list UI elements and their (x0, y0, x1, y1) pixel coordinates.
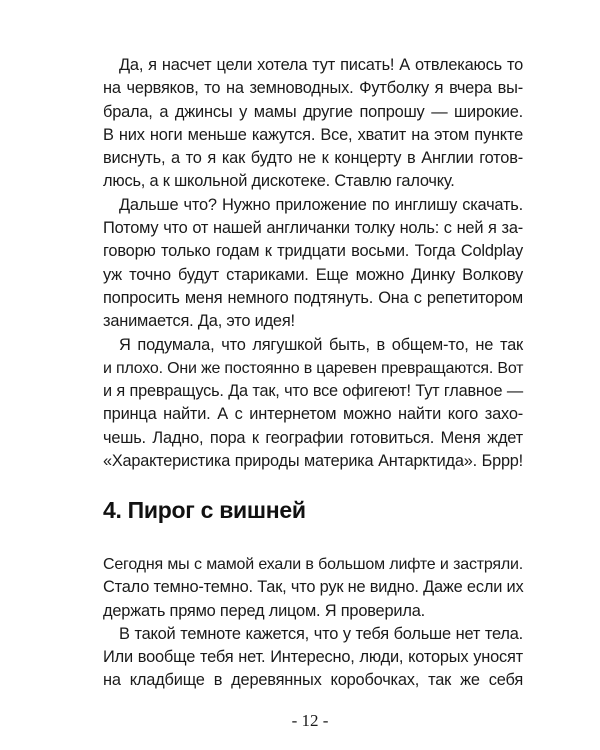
text-line: брала, а джинсы у мамы другие попрошу — широкие. (103, 102, 523, 121)
text-line: В такой темноте кажется, что у тебя больше нет тела. (119, 624, 523, 643)
text-line: чешь. Ладно, пора к географии готовиться. Меня ждет (103, 428, 523, 447)
text-line: Да, я насчет цели хотела тут писать! А отвлекаюсь то (119, 56, 523, 74)
text-line: Стало темно-темно. Так, что рук не видно. Даже если их (103, 578, 524, 597)
text-line: люсь, а к школьной дискотеке. Ставлю галочку. (103, 172, 455, 191)
paragraph (103, 623, 523, 693)
text-line: занимается. Да, это идея! (103, 312, 295, 331)
text-line: и я превращусь. Да так, что все офигеют! Тут главное — (103, 382, 523, 401)
text-after-chapter (103, 553, 523, 693)
text-line: Дальше что? Нужно приложение по инглишу скачать. (119, 195, 523, 214)
text-line: говорю только годам к тридцати восьми. Тогда Coldplay (103, 242, 523, 261)
text-line: Я подумала, что лягушкой быть, в общем-то, не так (119, 335, 523, 354)
text-line: «Характеристика природы материка Антарктида». Бррр! (103, 452, 523, 471)
text-line: Сегодня мы с мамой ехали в большом лифте и застряли. (103, 556, 523, 573)
text-line: В них ноги меньше кажутся. Все, хватит на этом пункте (103, 125, 523, 144)
text-before-chapter (103, 54, 523, 473)
chapter-heading: 4. Пирог с вишней (103, 497, 306, 523)
paragraph (103, 194, 523, 334)
text-line: и плохо. Они же постоянно в царевен превращаются. Вот (103, 359, 524, 377)
text-line: принца найти. А с интернетом можно найти кого захо- (103, 405, 523, 424)
text-line: уж точно будут стариками. Еще можно Динку Волкову (103, 265, 523, 284)
paragraph (103, 54, 523, 194)
text-line: виснуть, а то я как будто не к концерту в Англии готов- (103, 149, 523, 168)
paragraph (103, 334, 523, 474)
page-number: - 12 - (291, 711, 329, 730)
text-line: на червяков, то на земноводных. Футболку я вчера вы- (103, 79, 523, 98)
text-line: держать прямо перед лицом. Я проверила. (103, 601, 425, 620)
text-line: Потому что от нашей англичанки толку ноль: с ней я за- (103, 219, 523, 238)
text-line: на кладбище в деревянных коробочках, так же себя (103, 671, 523, 690)
text-line: Или вообще тебя нет. Интересно, люди, которых уносят (103, 648, 523, 667)
text-line: попросить меня немного подтянуть. Она с репетитором (103, 288, 523, 307)
paragraph (103, 553, 523, 623)
